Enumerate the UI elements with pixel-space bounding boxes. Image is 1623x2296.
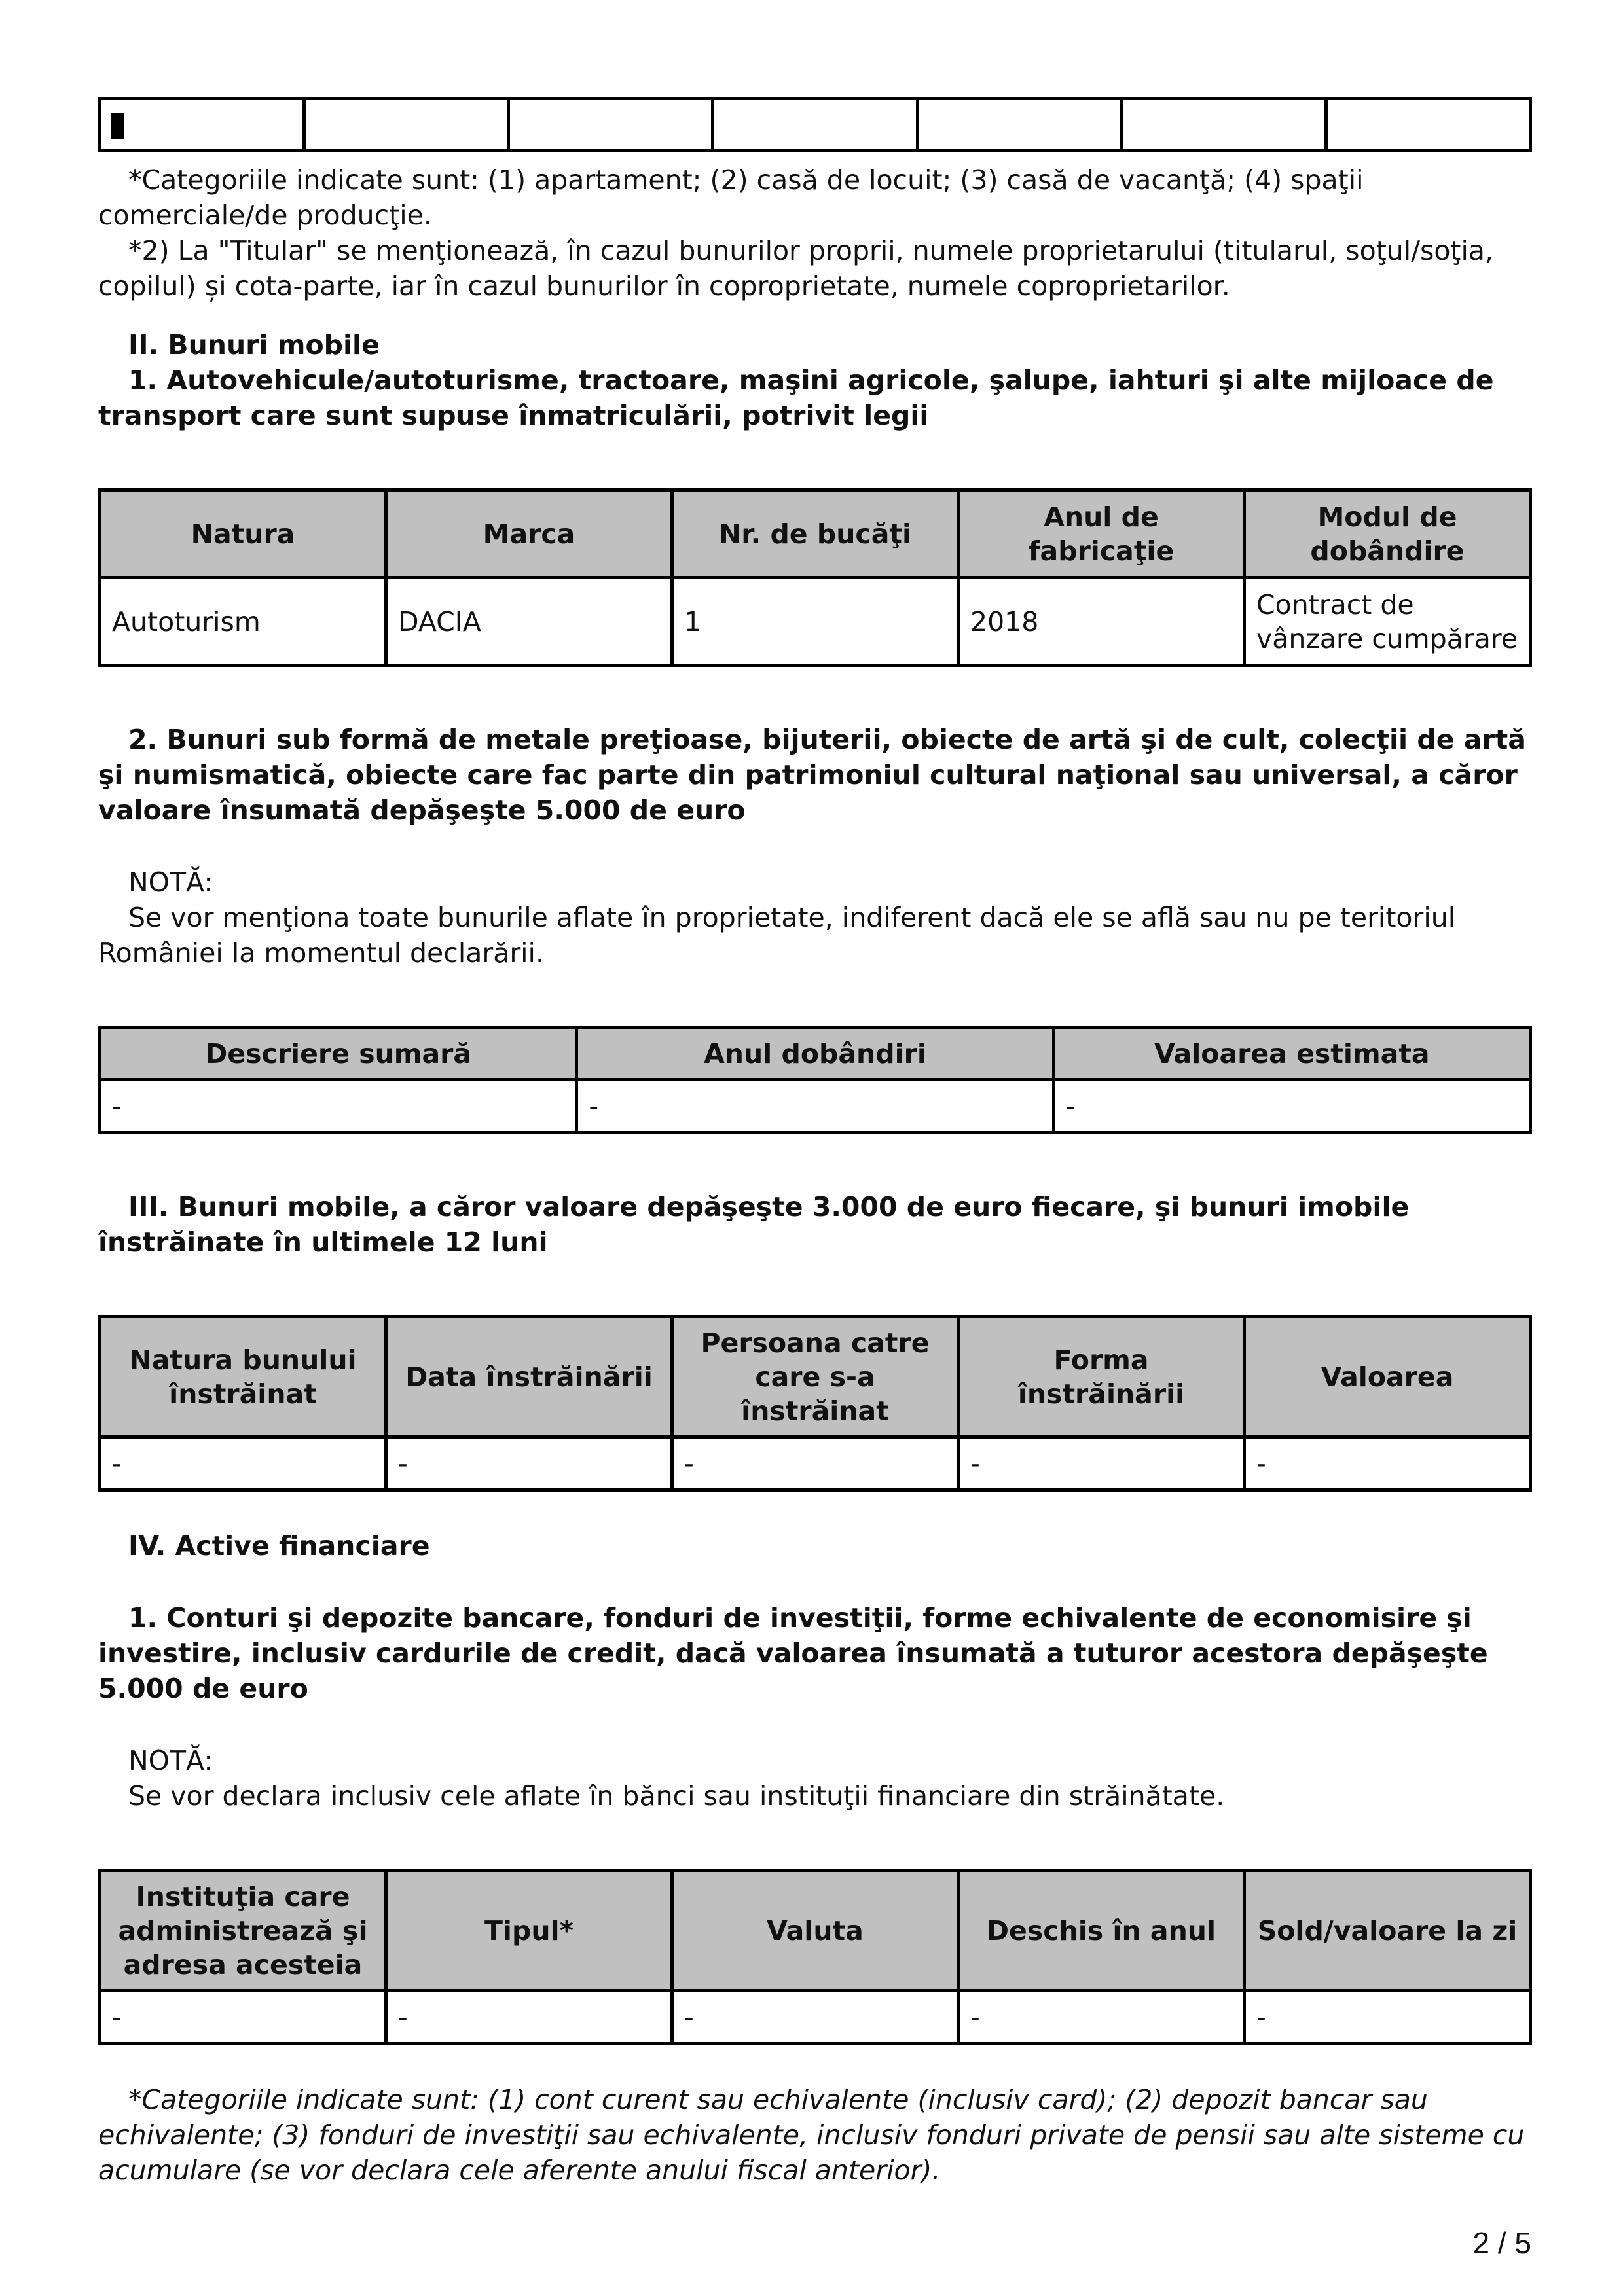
table-row (100, 1080, 1531, 1133)
note-label: NOTĂ: (128, 1745, 213, 1776)
table-cell (713, 99, 917, 151)
column-header: Valuta (672, 1871, 958, 1991)
real-estate-table-continued (98, 97, 1532, 152)
column-header: Anul de fabricaţie (958, 490, 1245, 578)
table-cell (1122, 99, 1326, 151)
section-ii-2-title: 2. Bunuri sub formă de metale preţioase, bijuterii, obiecte de artă şi de cult, colecţii de artă şi numismatică, obiecte care fac parte din patrimoniul cultural naţional sau universal, a căror valoare însumată depăşeşte 5.000 de euro (98, 724, 1526, 826)
column-header: Nr. de bucăţi (672, 490, 958, 578)
real-estate-footnote-categories: *Categoriile indicate sunt: (1) apartament; (2) casă de locuit; (3) casă de vacanţă; (4) spaţii comerciale/de producţie. (98, 164, 1364, 231)
column-header: Instituţia care administrează şi adresa acesteia (100, 1871, 386, 1991)
table-cell: - (100, 1991, 386, 2044)
table-cell: - (386, 1437, 672, 1490)
table-cell: 1 (672, 578, 958, 666)
table-cell: DACIA (386, 578, 672, 666)
table-cell: - (958, 1437, 1245, 1490)
table-row (100, 1991, 1531, 2044)
table-header-row (100, 1028, 1531, 1080)
section-iv-1-title: 1. Conturi şi depozite bancare, fonduri de investiţii, forme echivalente de economisire şi investire, inclusiv cardurile de credit, dacă valoarea însumată a tuturor acestora depăşeşte 5.000 de euro (98, 1602, 1488, 1704)
table-row (100, 578, 1531, 666)
column-header: Modul de dobândire (1245, 490, 1531, 578)
column-header: Descriere sumară (100, 1028, 577, 1080)
vehicles-table (98, 488, 1532, 667)
column-header: Persoana catre care s-a înstrăinat (672, 1317, 958, 1437)
column-header: Deschis în anul (958, 1871, 1245, 1991)
column-header: Valoarea (1245, 1317, 1531, 1437)
table-row (100, 99, 1531, 151)
table-cell: - (672, 1437, 958, 1490)
section-iv-title: IV. Active financiare (128, 1530, 430, 1562)
table-cell: - (1053, 1080, 1530, 1133)
column-header: Marca (386, 490, 672, 578)
section-iii-title: III. Bunuri mobile, a căror valoare depăşeşte 3.000 de euro fiecare, şi bunuri imobile înstrăinate în ultimele 12 luni (98, 1191, 1410, 1258)
table-header-row (100, 1871, 1531, 1991)
table-row (100, 1437, 1531, 1490)
column-header: Data înstrăinării (386, 1317, 672, 1437)
table-cell: 2018 (958, 578, 1245, 666)
table-header-row (100, 1317, 1531, 1437)
table-cell: - (1245, 1437, 1531, 1490)
table-cell (304, 99, 509, 151)
table-cell: - (1245, 1991, 1531, 2044)
column-header: Sold/valoare la zi (1245, 1871, 1531, 1991)
page-number: 2 / 5 (1472, 2226, 1531, 2260)
document-page (98, 97, 1532, 2188)
table-cell: Contract de vânzare cumpărare (1245, 578, 1531, 666)
alienated-assets-table (98, 1315, 1532, 1492)
table-cell: - (100, 1080, 577, 1133)
table-cell (1326, 99, 1530, 151)
financial-footnote: *Categoriile indicate sunt: (1) cont curent sau echivalente (inclusiv card); (2) depozit bancar sau echivalente; (3) fonduri de investiţii sau echivalente, inclusiv fonduri private de pensii sau alte sisteme cu acumulare (se vor declara cele aferente anului fiscal anterior). (98, 2084, 1525, 2186)
table-cell: - (386, 1991, 672, 2044)
table-cell: - (958, 1991, 1245, 2044)
column-header: Valoarea estimata (1053, 1028, 1530, 1080)
table-cell: - (100, 1437, 386, 1490)
table-cell: - (672, 1991, 958, 2044)
cursor-marker (111, 113, 124, 139)
note-label: NOTĂ: (128, 867, 213, 898)
note-text: Se vor menţiona toate bunurile aflate în proprietate, indiferent dacă ele se află sau nu pe teritoriul României la momentul declarării. (98, 902, 1456, 969)
valuables-table (98, 1026, 1532, 1134)
table-header-row (100, 490, 1531, 578)
real-estate-footnote-titular: *2) La "Titular" se menţionează, în cazul bunurilor proprii, numele proprietarului (titularul, soţul/soţia, copilul) și cota-parte, iar în cazul bunurilor în coproprietate, numele coproprietarilor. (98, 235, 1494, 302)
note-text: Se vor declara inclusiv cele aflate în bănci sau instituţii financiare din străinătate. (128, 1780, 1225, 1812)
table-cell: - (577, 1080, 1053, 1133)
table-cell (100, 99, 304, 151)
column-header: Forma înstrăinării (958, 1317, 1245, 1437)
financial-accounts-table (98, 1869, 1532, 2045)
table-cell (509, 99, 713, 151)
section-ii-title: II. Bunuri mobile (128, 329, 380, 361)
column-header: Natura (100, 490, 386, 578)
section-ii-1-title: 1. Autovehicule/autoturisme, tractoare, maşini agricole, şalupe, iahturi şi alte mijloace de transport care sunt supuse înmatriculării, potrivit legii (98, 365, 1494, 431)
table-cell: Autoturism (100, 578, 386, 666)
table-cell (917, 99, 1122, 151)
column-header: Anul dobândiri (577, 1028, 1053, 1080)
column-header: Tipul* (386, 1871, 672, 1991)
column-header: Natura bunului înstrăinat (100, 1317, 386, 1437)
